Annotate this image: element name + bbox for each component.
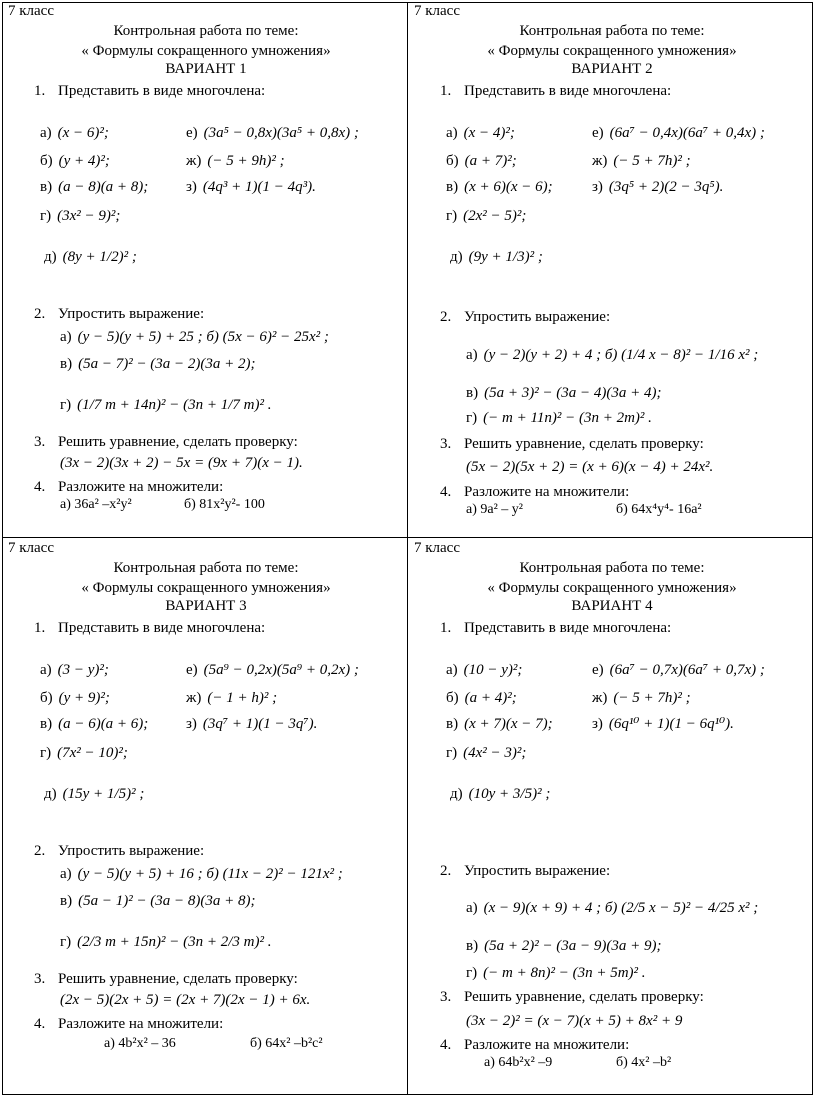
t4-item-b: б) 4x² –b² (616, 1055, 672, 1070)
task-1-text: Представить в виде многочлена: (464, 620, 672, 636)
t1-item-d: д) (10y + 3/5)² ; (450, 786, 551, 802)
t1-item-e: е) (5a⁹ − 0,2x)(5a⁹ + 0,2x) ; (186, 662, 359, 678)
t1-item-v: в) (x + 6)(x − 6); (446, 179, 553, 195)
t1-item-v: в) (a − 8)(a + 8); (40, 179, 149, 195)
task-2: 2. Упростить выражение: (34, 843, 205, 859)
test-topic: « Формулы сокращенного умножения» (487, 43, 737, 59)
task-2-text: Упростить выражение: (464, 863, 611, 879)
t1-item-z: з) (3q⁵ + 2)(2 − 3q⁵). (592, 179, 724, 195)
t1-item-d: д) (15y + 1/5)² ; (44, 786, 145, 802)
t4-item-b: б) 81x²y²- 100 (184, 497, 265, 512)
task-4: 4. Разложите на множители: (440, 484, 630, 500)
t4-item-a: а) 36a² –x²y² (60, 497, 132, 512)
t1-item-g: г) (7x² − 10)²; (40, 745, 128, 761)
task-3: 3. Решить уравнение, сделать проверку: (34, 434, 298, 450)
grade-label: 7 класс (8, 540, 54, 556)
grade-label: 7 класс (8, 3, 54, 19)
task-3-text: Решить уравнение, сделать проверку: (464, 989, 704, 1005)
t4-item-b: б) 64x⁴y⁴- 16a² (616, 502, 702, 517)
horizontal-divider (2, 537, 813, 538)
task-4-text: Разложите на множители: (464, 484, 630, 500)
t1-item-zh: ж) (− 5 + 7h)² ; (592, 153, 691, 169)
task-3-text: Решить уравнение, сделать проверку: (58, 434, 298, 450)
t1-item-e: е) (3a⁵ − 0,8x)(3a⁵ + 0,8x) ; (186, 125, 359, 141)
task-1: 1. Представить в виде многочлена: (34, 83, 266, 99)
variant-3-cell (4, 540, 408, 1074)
task-1-text: Представить в виде многочлена: (58, 620, 266, 636)
task-4: 4. Разложите на множители: (34, 1016, 224, 1032)
task-2: 2. Упростить выражение: (34, 306, 205, 322)
t4-item-a: а) 9a² – y² (466, 502, 523, 517)
t1-item-g: г) (2x² − 5)²; (446, 208, 527, 224)
task-4-text: Разложите на множители: (464, 1037, 630, 1053)
task-1: 1. Представить в виде многочлена: (34, 620, 266, 636)
t1-item-zh: ж) (− 1 + h)² ; (186, 690, 278, 706)
t4-item-a: а) 64b²x² –9 (484, 1055, 553, 1070)
t1-item-a: а) (10 − y)²; (446, 662, 523, 678)
t1-item-z: з) (4q³ + 1)(1 − 4q³). (186, 179, 316, 195)
t1-item-b: б) (y + 4)²; (40, 153, 110, 169)
variant-title: ВАРИАНТ 3 (165, 598, 247, 614)
t1-item-a: а) (x − 4)²; (446, 125, 515, 141)
variant-4-cell (410, 540, 814, 1074)
t1-item-zh: ж) (− 5 + 9h)² ; (186, 153, 285, 169)
task-1-text: Представить в виде многочлена: (464, 83, 672, 99)
task-3-text: Решить уравнение, сделать проверку: (464, 436, 704, 452)
t1-item-b: б) (a + 4)²; (446, 690, 517, 706)
t1-item-v: в) (a − 6)(a + 6); (40, 716, 149, 732)
t3-equation: (3x − 2)² = (x − 7)(x + 5) + 8x² + 9 (466, 1013, 683, 1029)
task-3: 3. Решить уравнение, сделать проверку: (440, 436, 704, 452)
t1-item-zh: ж) (− 5 + 7h)² ; (592, 690, 691, 706)
t1-item-a: а) (x − 6)²; (40, 125, 109, 141)
variant-2-cell (410, 3, 814, 537)
t4-item-b: б) 64x² –b²c² (250, 1036, 323, 1051)
test-topic: « Формулы сокращенного умножения» (81, 43, 331, 59)
task-1: 1. Представить в виде многочлена: (440, 620, 672, 636)
test-topic: « Формулы сокращенного умножения» (487, 580, 737, 596)
test-title: Контрольная работа по теме: (519, 23, 705, 39)
t2-item-g: г) (2/3 m + 15n)² − (3n + 2/3 m)² . (60, 934, 272, 950)
task-2-text: Упростить выражение: (58, 306, 205, 322)
t2-item-a: а) (y − 5)(y + 5) + 16 ; б) (11x − 2)² − 121x² ; (60, 866, 343, 882)
task-4-text: Разложите на множители: (58, 479, 224, 495)
t1-item-e: е) (6a⁷ − 0,4x)(6a⁷ + 0,4x) ; (592, 125, 765, 141)
variant-title: ВАРИАНТ 4 (571, 598, 653, 614)
task-3: 3. Решить уравнение, сделать проверку: (440, 989, 704, 1005)
task-3: 3. Решить уравнение, сделать проверку: (34, 971, 298, 987)
task-2: 2. Упростить выражение: (440, 863, 611, 879)
test-title: Контрольная работа по теме: (113, 23, 299, 39)
t2-item-v: в) (5a − 1)² − (3a − 8)(3a + 8); (60, 893, 256, 909)
t1-item-b: б) (a + 7)²; (446, 153, 517, 169)
task-1-text: Представить в виде многочлена: (58, 83, 266, 99)
t1-item-b: б) (y + 9)²; (40, 690, 110, 706)
t2-item-g: г) (− m + 8n)² − (3n + 5m)² . (466, 965, 646, 981)
t2-item-v: в) (5a + 2)² − (3a − 9)(3a + 9); (466, 938, 662, 954)
variant-title: ВАРИАНТ 1 (165, 61, 247, 77)
t1-item-g: г) (3x² − 9)²; (40, 208, 121, 224)
task-1: 1. Представить в виде многочлена: (440, 83, 672, 99)
t3-equation: (3x − 2)(3x + 2) − 5x = (9x + 7)(x − 1). (60, 455, 303, 471)
t2-item-g: г) (1/7 m + 14n)² − (3n + 1/7 m)² . (60, 397, 272, 413)
task-2-text: Упростить выражение: (58, 843, 205, 859)
task-2-text: Упростить выражение: (464, 309, 611, 325)
test-title: Контрольная работа по теме: (113, 560, 299, 576)
t2-item-a: а) (x − 9)(x + 9) + 4 ; б) (2/5 x − 5)² − 4/25 x² ; (466, 900, 759, 916)
t2-item-a: а) (y − 2)(y + 2) + 4 ; б) (1/4 x − 8)² − 1/16 x² ; (466, 347, 759, 363)
grade-label: 7 класс (414, 540, 460, 556)
t3-equation: (2x − 5)(2x + 5) = (2x + 7)(2x − 1) + 6x. (60, 992, 311, 1008)
t1-item-a: а) (3 − y)²; (40, 662, 109, 678)
t1-item-e: е) (6a⁷ − 0,7x)(6a⁷ + 0,7x) ; (592, 662, 765, 678)
test-topic: « Формулы сокращенного умножения» (81, 580, 331, 596)
t3-equation: (5x − 2)(5x + 2) = (x + 6)(x − 4) + 24x². (466, 459, 714, 475)
t2-item-v: в) (5a − 7)² − (3a − 2)(3a + 2); (60, 356, 256, 372)
t2-item-g: г) (− m + 11n)² − (3n + 2m)² . (466, 410, 652, 426)
variant-title: ВАРИАНТ 2 (571, 61, 653, 77)
t1-item-d: д) (8y + 1/2)² ; (44, 249, 137, 265)
t1-item-v: в) (x + 7)(x − 7); (446, 716, 553, 732)
t2-item-a: а) (y − 5)(y + 5) + 25 ; б) (5x − 6)² − 25x² ; (60, 329, 329, 345)
task-2: 2. Упростить выражение: (440, 309, 611, 325)
t4-item-a: а) 4b²x² – 36 (104, 1036, 176, 1051)
task-4: 4. Разложите на множители: (34, 479, 224, 495)
task-3-text: Решить уравнение, сделать проверку: (58, 971, 298, 987)
task-4: 4. Разложите на множители: (440, 1037, 630, 1053)
test-title: Контрольная работа по теме: (519, 560, 705, 576)
t1-item-g: г) (4x² − 3)²; (446, 745, 527, 761)
t1-item-z: з) (3q⁷ + 1)(1 − 3q⁷). (186, 716, 318, 732)
t1-item-d: д) (9y + 1/3)² ; (450, 249, 543, 265)
t1-item-z: з) (6q¹⁰ + 1)(1 − 6q¹⁰). (592, 716, 734, 732)
t2-item-v: в) (5a + 3)² − (3a − 4)(3a + 4); (466, 385, 662, 401)
task-4-text: Разложите на множители: (58, 1016, 224, 1032)
grade-label: 7 класс (414, 3, 460, 19)
variant-1-cell (4, 3, 408, 537)
